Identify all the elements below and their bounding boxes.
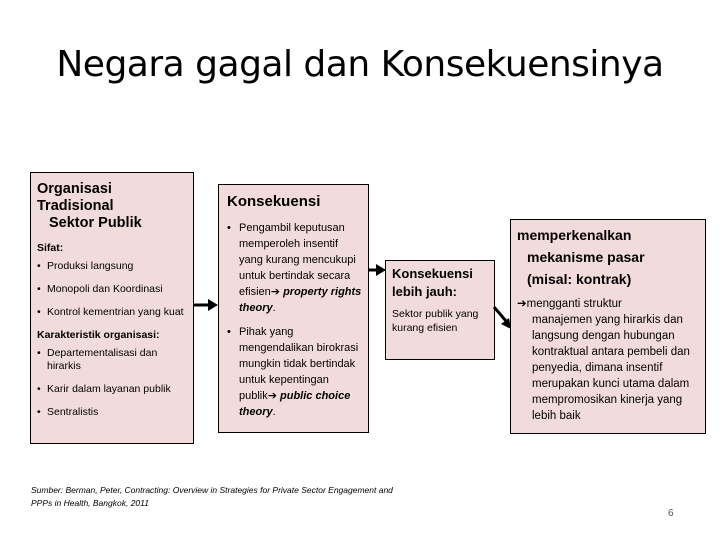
- list-item: • Kontrol kementrian yang kuat: [37, 306, 187, 319]
- box4-title: memperkenalkan mekanisme pasar (misal: kontrak): [517, 227, 645, 287]
- box1-title-line1: Organisasi Tradisional: [37, 181, 114, 214]
- theory-emphasis: public choice theory: [239, 390, 351, 418]
- list-item: • Sentralistis: [37, 406, 187, 419]
- section-label-karakteristik: Karakteristik organisasi:: [37, 329, 160, 341]
- arrow-right-icon: ➔: [267, 390, 277, 402]
- arrow-right-icon: [368, 263, 386, 277]
- list-item: • Pengambil keputusan memperoleh insentif yang kurang mencukupi untuk bertindak secara efisien➔ property rights theory.: [227, 220, 362, 316]
- box4-body: ➔mengganti struktur manajemen yang hirarkis dan langsung dengan hubungan kontraktual antara pembeli dan penyedia, dimana insentif merupakan kunci utama dalam mempromosikan kinerja yang lebih baik: [517, 298, 690, 422]
- box3-body: Sektor publik yang kurang efisien: [392, 308, 479, 334]
- page-number: 6: [668, 508, 674, 519]
- source-citation: Sumber: Berman, Peter, Contracting: Overview in Strategies for Private Sector Engagement and PPPs in Health, Bangkok, 2011: [31, 485, 393, 508]
- list-item: • Monopoli dan Koordinasi: [37, 283, 187, 296]
- consequences-box: [218, 184, 369, 433]
- traditional-organization-box: [30, 172, 194, 444]
- box3-title: Konsekuensi lebih jauh:: [392, 266, 473, 299]
- box2-title: Konsekuensi: [227, 193, 321, 210]
- box1-title-line2: Sektor Publik: [49, 215, 142, 231]
- arrow-right-icon: [193, 298, 219, 312]
- list-item: • Karir dalam layanan publik: [37, 383, 187, 396]
- box1-title: [37, 181, 187, 232]
- list-item: • Departementalisasi dan hirarkis: [37, 347, 187, 373]
- list-item: • Pihak yang mengendalikan birokrasi mungkin tidak bertindak untuk kepentingan publik➔ public choice theory.: [227, 324, 362, 420]
- section-label-sifat: Sifat:: [37, 242, 64, 254]
- slide-title: Negara gagal dan Konsekuensinya: [56, 44, 664, 85]
- theory-emphasis: property rights theory: [239, 286, 362, 314]
- market-mechanism-box: [510, 219, 706, 434]
- sifat-list: [37, 260, 187, 319]
- arrow-right-icon: ➔: [517, 298, 527, 310]
- further-consequences-box: [385, 260, 495, 360]
- karakteristik-list: [37, 347, 187, 419]
- consequences-list: [227, 220, 362, 420]
- list-item: • Produksi langsung: [37, 260, 187, 273]
- arrow-diagonal-icon: [493, 306, 513, 330]
- arrow-right-icon: ➔: [270, 286, 281, 298]
